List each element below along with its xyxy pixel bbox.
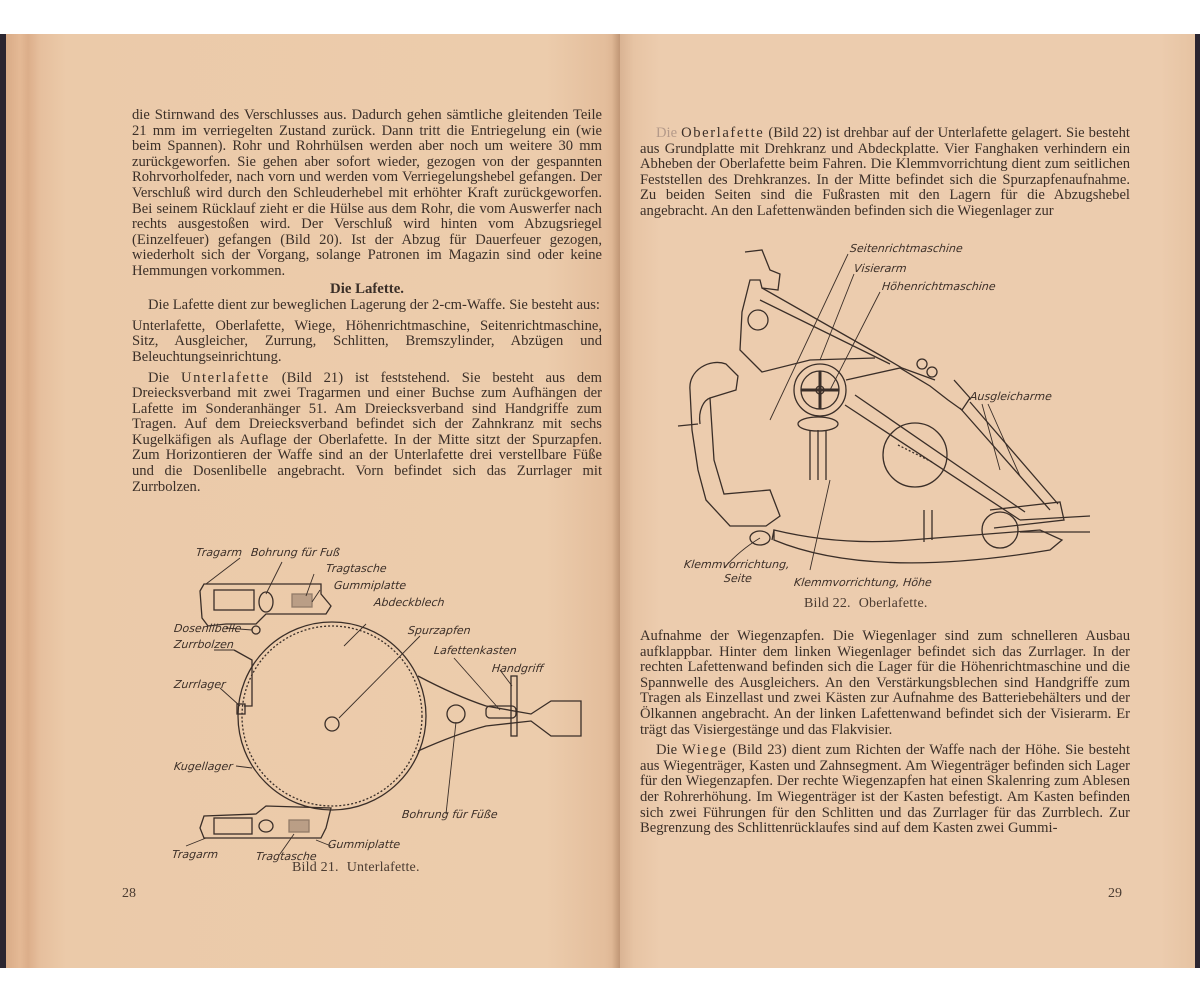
label-visierarm: Visierarm xyxy=(853,262,908,275)
paragraph-oberlafette xyxy=(640,126,1130,220)
label-gummiplatte-top: Gummiplatte xyxy=(333,579,407,592)
label-abdeckblech: Abdeckblech xyxy=(373,596,446,609)
label-zurrlager: Zurrlager xyxy=(173,678,227,691)
caption-number: Bild 21. xyxy=(292,860,339,875)
term-oberlafette: Oberlafette xyxy=(681,125,765,141)
page-number-left: 28 xyxy=(122,886,136,901)
figure-unterlafette xyxy=(156,546,576,866)
label-klemmvorrichtung-seite: Klemmvorrichtung, xyxy=(683,558,791,571)
left-page xyxy=(6,34,620,968)
paragraph-wiegenlager: Aufnahme der Wiegenzapfen. Die Wiegenlager sind zum schnelleren Ausbau aufklappbar. Hinter dem linken Wiegenlager befindet sich das Zurrlager. In der rechten Lafettenwand befinden sich die Lager für die Höhenrichtmaschine und die Spannwelle des Ausgleichers. An den Verstärkungsblechen sind Handgriffe zum Tragen als Einzellast und zwei Kästen zur Aufnahme des Batteriebehälters und der Ölkannen angebracht. An der linken Lafettenwand befindet sich der Visierarm. Er trägt das Visiergestänge und das Flakvisier. xyxy=(640,628,1130,738)
label-tragtasche-bottom: Tragtasche xyxy=(255,850,318,863)
label-kugellager: Kugellager xyxy=(173,760,234,773)
paragraph-body: (Bild 23) dient zum Richten der Waffe nach der Höhe. Sie besteht aus Wiegenträger, Kasten und Zahnsegment. Am Wiegenträger befinden sich Lager für den Wiegenzapfen. Der rechte Wiegenzapfen hat einen Skalenring zum Ablesen der Rohrerhöhung. Im Wiegenträger ist der Kasten befestigt. Am Kasten befinden sich zwei Führungen für den Schlitten und das Zurrlager für das Zurrblech. Zur Begrenzung des Schlittenrücklaufes sind auf dem Kasten zwei Gummi- xyxy=(640,742,1130,837)
figure-caption-22 xyxy=(804,596,928,612)
label-seitenrichtmaschine: Seitenrichtmaschine xyxy=(849,242,964,255)
term-unterlafette: Unterlafette xyxy=(180,369,270,386)
paragraph-lafette-intro: Die Lafette dient zur beweglichen Lagerung der 2-cm-Waffe. Sie besteht aus: xyxy=(148,297,600,314)
caption-title: Oberlafette. xyxy=(858,596,928,611)
figure-caption-21 xyxy=(292,860,420,876)
label-tragarm-top: Tragarm xyxy=(195,546,243,559)
figure-oberlafette xyxy=(670,240,1090,589)
label-gummiplatte-bottom: Gummiplatte xyxy=(327,838,401,851)
label-klemmvorrichtung-seite-2: Seite xyxy=(723,572,753,585)
caption-title: Unterlafette. xyxy=(346,860,420,875)
left-page-text xyxy=(132,108,602,495)
label-bohrung-fuesse: Bohrung für Füße xyxy=(401,808,499,821)
paragraph-verschluss: die Stirnwand des Verschlusses aus. Dadurch gehen sämtliche gleitenden Teile 21 mm im verriegelten Zustand zurück. Dann tritt die Entriegelung ein (wie beim Spannen). Rohr und Rohrhülsen werden aber noch um weitere 30 mm zurückgeworfen. Sie gehen aber sofort wieder, gezogen von der gespannten Rohrvorholfeder, nach vorn und werden vom Verriegelungshebel gefangen. Der Verschluß wird durch den Schleuderhebel mit erhöhter Kraft zurückgeworfen. Bei seinem Rücklauf zieht er die Hülse aus dem Rohr, die vom Auswerfer nach rechts ausgestoßen wird. Der Verschluß wird hinten vom Abzugsriegel (Einzelfeuer) gefangen (Bild 20). Ist der Abzug für Dauerfeuer gezogen, wiederholt sich der Vorgang, solange Patronen im Magazin sind oder keine Hemmungen vorkommen. xyxy=(132,107,602,279)
label-spurzapfen: Spurzapfen xyxy=(407,624,472,637)
label-dosenlibelle: Dosenlibelle xyxy=(173,622,243,635)
oberlafette-drawing xyxy=(670,240,1090,580)
section-heading-lafette: Die Lafette. xyxy=(330,280,404,297)
lead-word: Die xyxy=(148,369,170,386)
label-klemmvorrichtung-hoehe: Klemmvorrichtung, Höhe xyxy=(793,576,933,589)
paragraph-body: (Bild 21) ist feststehend. Sie besteht aus dem Dreiecksverband mit zwei Tragarmen und einer Buchse zum Aufhängen der Lafette im Sonderanhänger 51. Am Dreiecksverband sind Handgriffe zum Tragen. Auf dem Dreiecksverband befindet sich der Zahnkranz mit sechs Kugelkäfigen als Auflage der Oberlafette. In der Mitte sitzt der Spurzapfen. Zum Horizontieren der Waffe sind an der Unterlafette drei verstellbare Füße und die Dosenlibelle angebracht. Vorn befindet sich das Zurrlager mit Zurrbolzen. xyxy=(132,369,602,495)
label-tragarm-bottom: Tragarm xyxy=(171,848,219,861)
label-lafettenkasten: Lafettenkasten xyxy=(433,644,518,657)
page-number-right: 29 xyxy=(1108,886,1122,901)
label-zurrbolzen: Zurrbolzen xyxy=(173,638,235,651)
paragraph-wiege xyxy=(640,743,1130,837)
label-tragtasche-top: Tragtasche xyxy=(325,562,388,575)
paragraph-body: (Bild 22) ist drehbar auf der Unterlafette gelagert. Sie besteht aus Grundplatte mit Drehkranz und Abdeckplatte. Vier Fanghaken verhindern ein Abheben der Oberlafette beim Fahren. Die Klemmvorrichtung dient zum seitlichen Feststellen des Drehkranzes. In der Mitte befindet sich die Spurzapfenaufnahme. Zu beiden Seiten sind die Fußrasten mit den Lagern für die Abzugshebel angebracht. An den Lafettenwänden befinden sich die Wiegenlager zur xyxy=(640,125,1130,219)
right-page-text-bottom xyxy=(640,629,1130,837)
term-wiege: Wiege xyxy=(681,742,728,759)
label-ausgleicharme: Ausgleicharme xyxy=(969,390,1053,403)
label-hoehenrichtmaschine: Höhenrichtmaschine xyxy=(881,280,997,293)
right-page-text-top xyxy=(640,126,1130,220)
right-page xyxy=(620,34,1195,968)
open-book xyxy=(0,34,1200,968)
paragraph-lafette-parts: Unterlafette, Oberlafette, Wiege, Höhenrichtmaschine, Seitenrichtmaschine, Sitz, Ausgleicher, Zurrung, Schlitten, Bremszylinder, Abzügen und Beleuchtungseinrichtung. xyxy=(132,317,602,365)
lead-word: Die xyxy=(656,742,678,759)
label-handgriff: Handgriff xyxy=(491,662,545,675)
caption-number: Bild 22. xyxy=(804,596,851,611)
lead-word: Die xyxy=(656,125,678,141)
label-bohrung-fuss: Bohrung für Fuß xyxy=(250,546,341,559)
unterlafette-drawing xyxy=(156,546,576,866)
paragraph-unterlafette xyxy=(132,371,602,496)
